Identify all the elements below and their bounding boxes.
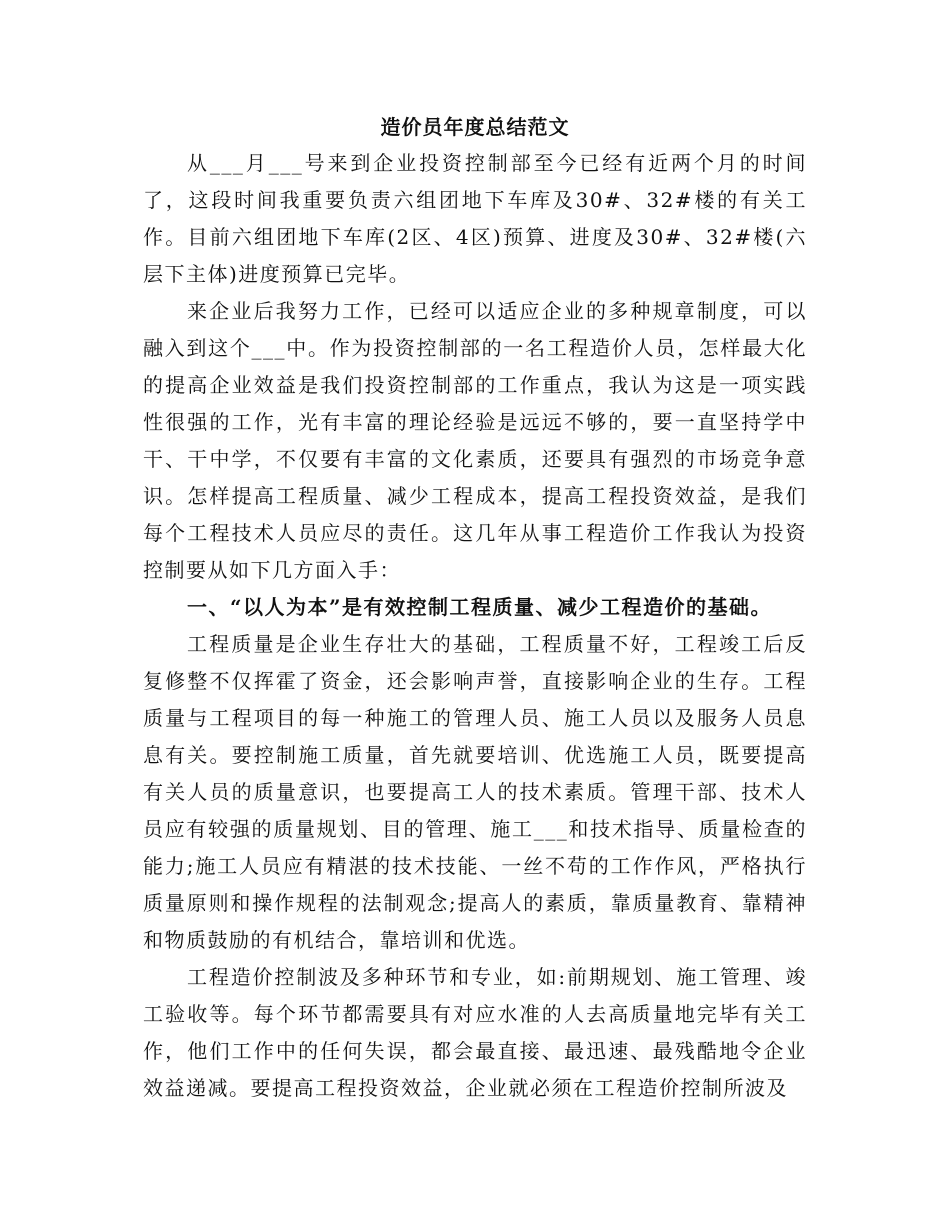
paragraph-3: 工程质量是企业生存壮大的基础，工程质量不好，工程竣工后反复修整不仅挥霍了资金，还会影响声誉，直接影响企业的生存。工程质量与工程项目的每一种施工的管理人员、施工人员以及服务人员息息有关。要控制施工质量，首先就要培训、优选施工人员，既要提高有关人员的质量意识，也要提高工人的技术素质。管理干部、技术人员应有较强的质量规划、目的管理、施工___和技术指导、质量检查的能力;施工人员应有精湛的技术技能、一丝不苟的工作作风，严格执行质量原则和操作规程的法制观念;提高人的素质，靠质量教育、靠精神和物质鼓励的有机结合，靠培训和优选。 bbox=[143, 632, 807, 952]
paragraph-4: 工程造价控制波及多种环节和专业，如:前期规划、施工管理、竣工验收等。每个环节都需要具有对应水准的人去高质量地完毕有关工作，他们工作中的任何失误，都会最直接、最迅速、最残酷地令企业效益递减。要提高工程投资效益，企业就必须在工程造价控制所波及 bbox=[143, 965, 807, 1100]
paragraph-1: 从___月___号来到企业投资控制部至今已经有近两个月的时间了，这段时间我重要负责六组团地下车库及30#、32#楼的有关工作。目前六组团地下车库(2区、4区)预算、进度及30#、32#楼(六层下主体)进度预算已完毕。 bbox=[143, 151, 807, 286]
document-title: 造价员年度总结范文 bbox=[380, 115, 570, 139]
section-heading-1: 一、“以人为本”是有效控制工程质量、减少工程造价的基础。 bbox=[187, 595, 773, 619]
paragraph-2: 来企业后我努力工作，已经可以适应企业的多种规章制度，可以融入到这个___中。作为投资控制部的一名工程造价人员，怎样最大化的提高企业效益是我们投资控制部的工作重点，我认为这是一项实践性很强的工作，光有丰富的理论经验是远远不够的，要一直坚持学中干、干中学，不仅要有丰富的文化素质，还要具有强烈的市场竞争意识。怎样提高工程质量、减少工程成本，提高工程投资效益，是我们每个工程技术人员应尽的责任。这几年从事工程造价工作我认为投资控制要从如下几方面入手： bbox=[143, 299, 807, 582]
document-body bbox=[143, 145, 807, 1107]
